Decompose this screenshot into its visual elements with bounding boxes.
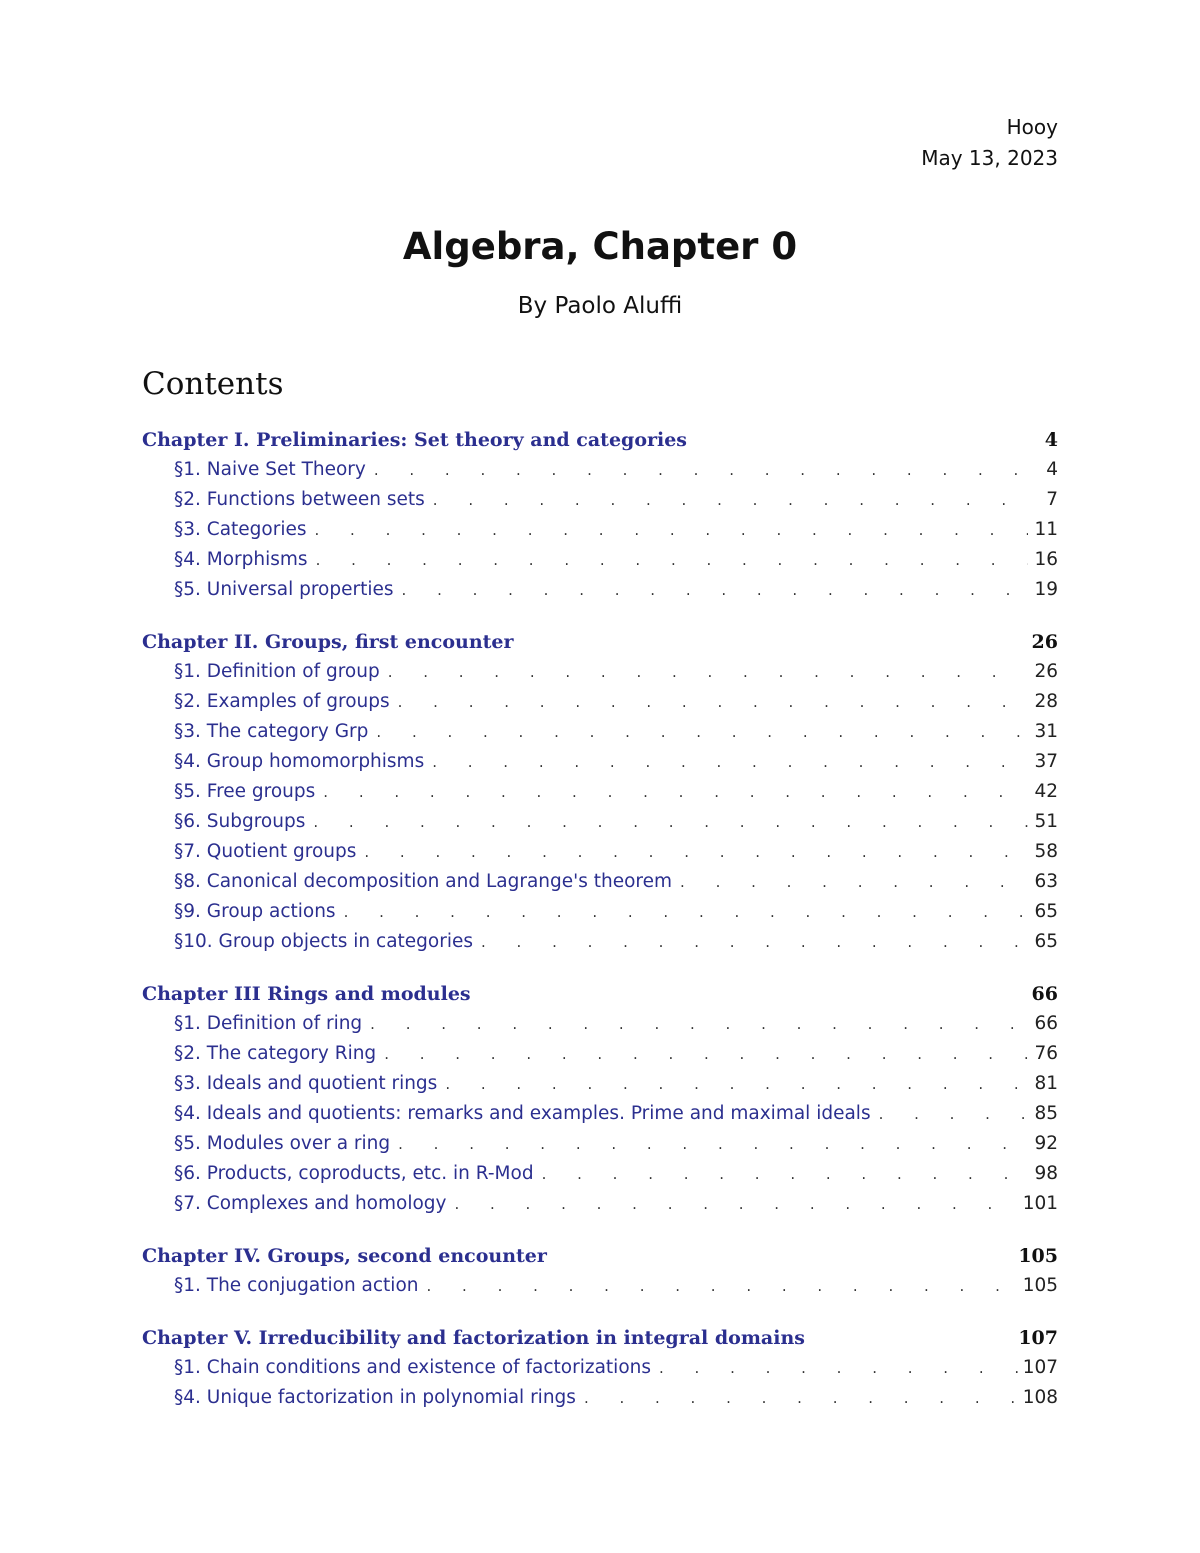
toc-section-link[interactable]: [142, 1189, 1058, 1219]
toc-chapter: [142, 1323, 1058, 1413]
toc-chapter: [142, 425, 1058, 605]
section-page: 101: [1022, 1193, 1058, 1214]
document-meta: [921, 112, 1058, 174]
section-title: §2. Functions between sets: [174, 489, 425, 510]
chapter-page: 66: [1031, 983, 1058, 1005]
document-byline: By Paolo Aluffi: [517, 293, 683, 319]
toc-section-link[interactable]: [142, 837, 1058, 867]
section-page: 65: [1034, 901, 1058, 922]
toc-section-link[interactable]: [142, 657, 1058, 687]
dot-leader: [672, 867, 1028, 897]
section-page: 98: [1034, 1163, 1058, 1184]
chapter-title: Chapter I. Preliminaries: Set theory and categories: [142, 429, 688, 451]
toc-chapter-link[interactable]: [142, 1323, 1058, 1353]
toc-section-link[interactable]: [142, 1099, 1058, 1129]
section-page: 51: [1034, 811, 1058, 832]
section-title: §7. Complexes and homology: [174, 1193, 447, 1214]
section-page: 65: [1034, 931, 1058, 952]
dot-leader: [362, 1009, 1028, 1039]
section-page: 92: [1034, 1133, 1058, 1154]
section-title: §1. Definition of group: [174, 661, 380, 682]
toc-section-link[interactable]: [142, 807, 1058, 837]
section-page: 105: [1022, 1275, 1058, 1296]
section-title: §8. Canonical decomposition and Lagrange's theorem: [174, 871, 673, 892]
section-title: §7. Quotient groups: [174, 841, 357, 862]
section-title: §1. Naive Set Theory: [174, 459, 366, 480]
section-title: §3. Categories: [174, 519, 307, 540]
toc-section-link[interactable]: [142, 1039, 1058, 1069]
section-title: §4. Unique factorization in polynomial rings: [174, 1387, 576, 1408]
toc-section-link[interactable]: [142, 515, 1058, 545]
section-page: 28: [1034, 691, 1058, 712]
dot-leader: [366, 455, 1028, 485]
dot-leader: [308, 545, 1028, 575]
toc-section-link[interactable]: [142, 1069, 1058, 1099]
section-page: 26: [1034, 661, 1058, 682]
chapter-title: Chapter V. Irreducibility and factorization in integral domains: [142, 1327, 805, 1349]
contents-heading: Contents: [142, 366, 284, 402]
chapter-page: 4: [1044, 429, 1058, 451]
dot-leader: [424, 747, 1028, 777]
toc-chapter-link[interactable]: [142, 1241, 1058, 1271]
section-page: 85: [1034, 1103, 1058, 1124]
toc-section-link[interactable]: [142, 1159, 1058, 1189]
section-page: 16: [1034, 549, 1058, 570]
section-title: §5. Modules over a ring: [174, 1133, 391, 1154]
author-short: Hooy: [1006, 115, 1058, 139]
dot-leader: [534, 1159, 1028, 1189]
document-title: Algebra, Chapter 0: [402, 225, 798, 268]
toc-section-link[interactable]: [142, 927, 1058, 957]
section-page: 4: [1046, 459, 1058, 480]
dot-leader: [473, 927, 1028, 957]
toc-section-link[interactable]: [142, 455, 1058, 485]
dot-leader: [390, 687, 1028, 717]
section-page: 81: [1034, 1073, 1058, 1094]
toc-chapter-link[interactable]: [142, 979, 1058, 1009]
dot-leader: [356, 837, 1028, 867]
section-title: §4. Group homomorphisms: [174, 751, 425, 772]
toc-section-link[interactable]: [142, 1271, 1058, 1301]
section-title: §1. Chain conditions and existence of factorizations: [174, 1357, 651, 1378]
toc-section-link[interactable]: [142, 687, 1058, 717]
section-title: §2. The category Ring: [174, 1043, 377, 1064]
dot-leader: [376, 1039, 1028, 1069]
section-page: 11: [1034, 519, 1058, 540]
section-page: 42: [1034, 781, 1058, 802]
dot-leader: [419, 1271, 1023, 1301]
toc-chapter: [142, 627, 1058, 957]
dot-leader: [576, 1383, 1023, 1413]
toc-chapter-link[interactable]: [142, 425, 1058, 455]
section-page: 107: [1022, 1357, 1058, 1378]
dot-leader: [871, 1099, 1028, 1129]
dot-leader: [368, 717, 1028, 747]
section-page: 63: [1034, 871, 1058, 892]
dot-leader: [437, 1069, 1028, 1099]
dot-leader: [336, 897, 1028, 927]
chapter-page: 26: [1031, 631, 1058, 653]
dot-leader: [390, 1129, 1028, 1159]
toc-section-link[interactable]: [142, 575, 1058, 605]
section-title: §4. Ideals and quotients: remarks and examples. Prime and maximal ideals: [174, 1103, 871, 1124]
section-page: 76: [1034, 1043, 1058, 1064]
toc-section-link[interactable]: [142, 747, 1058, 777]
section-title: §6. Products, coproducts, etc. in R-Mod: [174, 1163, 534, 1184]
toc-section-link[interactable]: [142, 1129, 1058, 1159]
dot-leader: [307, 515, 1029, 545]
document-date: May 13, 2023: [921, 146, 1058, 170]
chapter-title: Chapter II. Groups, first encounter: [142, 631, 514, 653]
dot-leader: [380, 657, 1028, 687]
toc-section-link[interactable]: [142, 545, 1058, 575]
section-title: §5. Free groups: [174, 781, 316, 802]
chapter-title: Chapter III Rings and modules: [142, 983, 471, 1005]
chapter-page: 105: [1018, 1245, 1058, 1267]
toc-section-link[interactable]: [142, 867, 1058, 897]
dot-leader: [305, 807, 1028, 837]
toc-chapter: [142, 1241, 1058, 1301]
dot-leader: [315, 777, 1028, 807]
chapter-page: 107: [1018, 1327, 1058, 1349]
section-page: 7: [1046, 489, 1058, 510]
section-page: 66: [1034, 1013, 1058, 1034]
section-title: §5. Universal properties: [174, 579, 394, 600]
section-title: §3. Ideals and quotient rings: [174, 1073, 438, 1094]
section-title: §4. Morphisms: [174, 549, 308, 570]
section-title: §10. Group objects in categories: [174, 931, 473, 952]
dot-leader: [394, 575, 1028, 605]
toc-section-link[interactable]: [142, 777, 1058, 807]
section-title: §6. Subgroups: [174, 811, 306, 832]
toc-section-link[interactable]: [142, 897, 1058, 927]
section-title: §1. Definition of ring: [174, 1013, 363, 1034]
section-title: §9. Group actions: [174, 901, 336, 922]
toc-section-link[interactable]: [142, 1353, 1058, 1383]
toc-chapter-link[interactable]: [142, 627, 1058, 657]
dot-leader: [425, 485, 1028, 515]
toc-section-link[interactable]: [142, 717, 1058, 747]
section-page: 31: [1034, 721, 1058, 742]
table-of-contents: [142, 425, 1058, 1435]
section-title: §1. The conjugation action: [174, 1275, 419, 1296]
section-page: 37: [1034, 751, 1058, 772]
dot-leader: [446, 1189, 1022, 1219]
toc-section-link[interactable]: [142, 1383, 1058, 1413]
section-page: 108: [1022, 1387, 1058, 1408]
section-title: §2. Examples of groups: [174, 691, 390, 712]
dot-leader: [651, 1353, 1023, 1383]
chapter-title: Chapter IV. Groups, second encounter: [142, 1245, 547, 1267]
toc-section-link[interactable]: [142, 1009, 1058, 1039]
section-page: 19: [1034, 579, 1058, 600]
section-title: §3. The category Grp: [174, 721, 369, 742]
toc-chapter: [142, 979, 1058, 1219]
toc-section-link[interactable]: [142, 485, 1058, 515]
section-page: 58: [1034, 841, 1058, 862]
